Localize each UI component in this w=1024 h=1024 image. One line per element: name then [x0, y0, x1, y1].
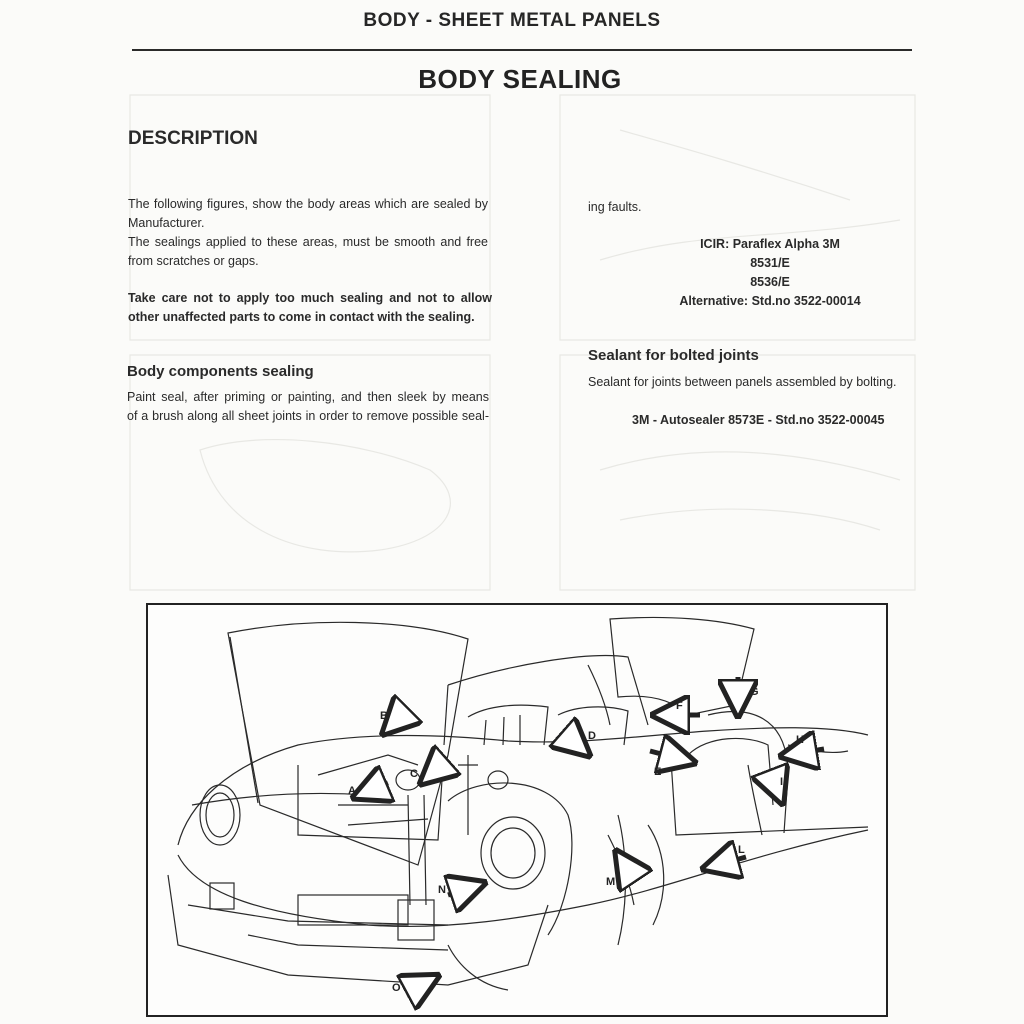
callout-e-label: E — [654, 766, 662, 778]
text-line: of a brush along all sheet joints in order to remove possible seal- — [127, 409, 489, 423]
description-heading: DESCRIPTION — [128, 128, 258, 149]
callout-f-label: F — [676, 700, 683, 712]
material-line: ICIR: Paraflex Alpha 3M — [700, 237, 840, 251]
callout-e-arrow — [650, 751, 688, 778]
callout-f-arrow — [660, 700, 700, 715]
callout-a-arrow — [348, 783, 388, 797]
callout-c-label: C — [410, 768, 418, 780]
warning-paragraph — [128, 289, 492, 327]
callout-i-label: I — [780, 776, 784, 788]
material-line: Alternative: Std.no 3522-00014 — [679, 294, 861, 308]
continuation-text: ing faults. — [588, 200, 642, 214]
material-line: 8536/E — [750, 275, 790, 289]
callout-b-arrow — [380, 710, 406, 729]
text-line: other unaffected parts to come in contact with the sealing. — [128, 310, 475, 324]
callout-m-arrow — [606, 857, 636, 888]
text-line: The sealings applied to these areas, must be smooth and free — [128, 235, 488, 249]
text-line: Take care not to apply too much sealing and not to allow — [128, 291, 492, 305]
callout-g-arrow — [738, 677, 759, 709]
page-title: BODY SEALING — [418, 64, 622, 94]
callout-n-arrow — [438, 884, 478, 896]
bolted-joints-heading: Sealant for bolted joints — [588, 347, 759, 364]
text-line: The following figures, show the body areas which are sealed by — [128, 197, 488, 211]
text-line: Manufacturer. — [128, 216, 205, 230]
callout-n-label: N — [438, 884, 446, 896]
bolted-joints-text: Sealant for joints between panels assembled by bolting. — [588, 375, 897, 389]
section-header: BODY - SHEET METAL PANELS — [363, 10, 661, 31]
callout-m-label: M — [606, 876, 616, 888]
materials-block — [660, 235, 880, 311]
callout-c-arrow — [410, 763, 444, 780]
bolted-joints-product: 3M - Autosealer 8573E - Std.no 3522-00045 — [632, 413, 885, 427]
material-line: 8531/E — [750, 256, 790, 270]
text-line: from scratches or gaps. — [128, 254, 259, 268]
callout-arrows — [148, 605, 886, 1015]
callout-i-arrow — [770, 771, 783, 797]
callout-b-label: B — [380, 710, 388, 722]
intro-paragraph — [128, 195, 488, 271]
callout-a-label: A — [348, 785, 356, 797]
callout-h-arrow — [788, 734, 824, 755]
callout-o-arrow — [392, 979, 432, 994]
callout-l-label: L — [738, 844, 745, 856]
callout-h-label: H — [796, 734, 804, 746]
callout-o-label: O — [392, 982, 401, 994]
components-sealing-heading: Body components sealing — [127, 363, 314, 380]
components-sealing-text — [127, 388, 489, 426]
car-body-figure — [146, 603, 888, 1017]
callout-d-label: D — [588, 730, 596, 742]
callout-g-label: G — [750, 686, 759, 698]
text-line: Paint seal, after priming or painting, and then sleek by means — [127, 390, 489, 404]
callout-l-arrow — [710, 844, 746, 867]
callout-d-arrow — [568, 730, 596, 751]
